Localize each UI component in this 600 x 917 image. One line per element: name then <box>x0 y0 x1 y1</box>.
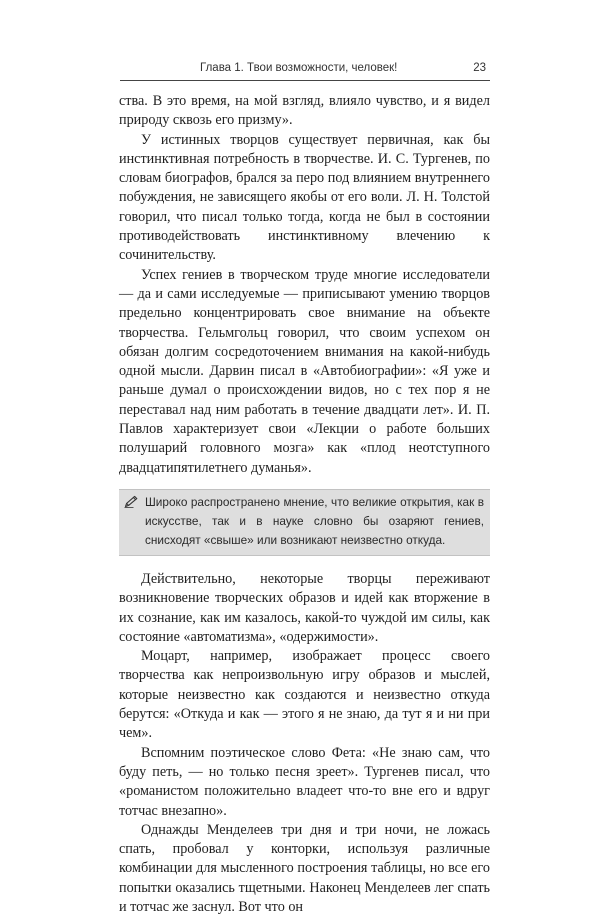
paragraph: Моцарт, например, изображает процесс своего творчества как непроизвольную игру образов и мыслей, которые неизвестно как создаются и неизвестно откуда берутся: «Откуда и как — этого я не знаю, да тут я и ни при чем». <box>119 648 490 742</box>
paragraph: Успех гениев в творческом труде многие исследователи — да и сами исследуемые — приписывают умению творцов предельно концентрировать свое внимание на объекте творчества. Гельмгольц говорил, что своим успехом он обязан долгим сосредоточением внимания на какой-нибудь одной мысли. Дарвин писал в «Автобиографии»: «Я уже и раньше думал о происхождении видов, но с тех пор я не переставал над ним работать в течение двадцати лет». И. П. Павлов характеризует свои «Лекции о работе больших полушарий головного мозга» как «плод неотступного двадцатипятилетнего думанья». <box>119 266 490 476</box>
page-body <box>119 92 490 917</box>
paragraph: Однажды Менделеев три дня и три ночи, не ложась спать, пробовал у конторки, используя различные комбинации для мысленного построения таблицы, но все его попытки оказались тщетными. Наконец Менделеев лег спать и тотчас же заснул. Вот что он <box>119 821 490 915</box>
paragraph: Действительно, некоторые творцы переживают возникновение творческих образов и идей как вторжение в их сознание, как им казалось, какой-то чуждой им силы, как состояние «автоматизма», «одержимости». <box>119 570 490 645</box>
pencil-icon <box>124 495 139 508</box>
running-header <box>120 60 490 81</box>
chapter-title: Глава 1. Твои возможности, человек! <box>200 62 398 74</box>
page-number: 23 <box>473 62 486 74</box>
paragraph: Вспомним поэтическое слово Фета: «Не знаю сам, что буду петь, — но только песня зреет». Тургенев писал, что «романистом положительно владеет что-то вне его и вдруг тотчас внезапно». <box>119 744 490 819</box>
paragraph: У истинных творцов существует первичная, как бы инстинктивная потребность в творчестве. И. С. Тургенев, по словам биографов, брался за перо под влиянием внутреннего побуждения, не зависящего якобы от его воли. Л. Н. Толстой говорил, что писал только тогда, когда не был в состоянии противодействовать инстинктивному влечению к сочинительству. <box>119 131 490 264</box>
paragraph-continuation: ства. В это время, на мой взгляд, влияло чувство, и я видел природу сквозь его призму». <box>119 93 490 129</box>
callout-box <box>119 489 490 556</box>
callout-text: Широко распространено мнение, что великие открытия, как в искусстве, так и в науке словно бы озаряют гениев, снисходят «свыше» или возникают неизвестно откуда. <box>145 494 484 547</box>
